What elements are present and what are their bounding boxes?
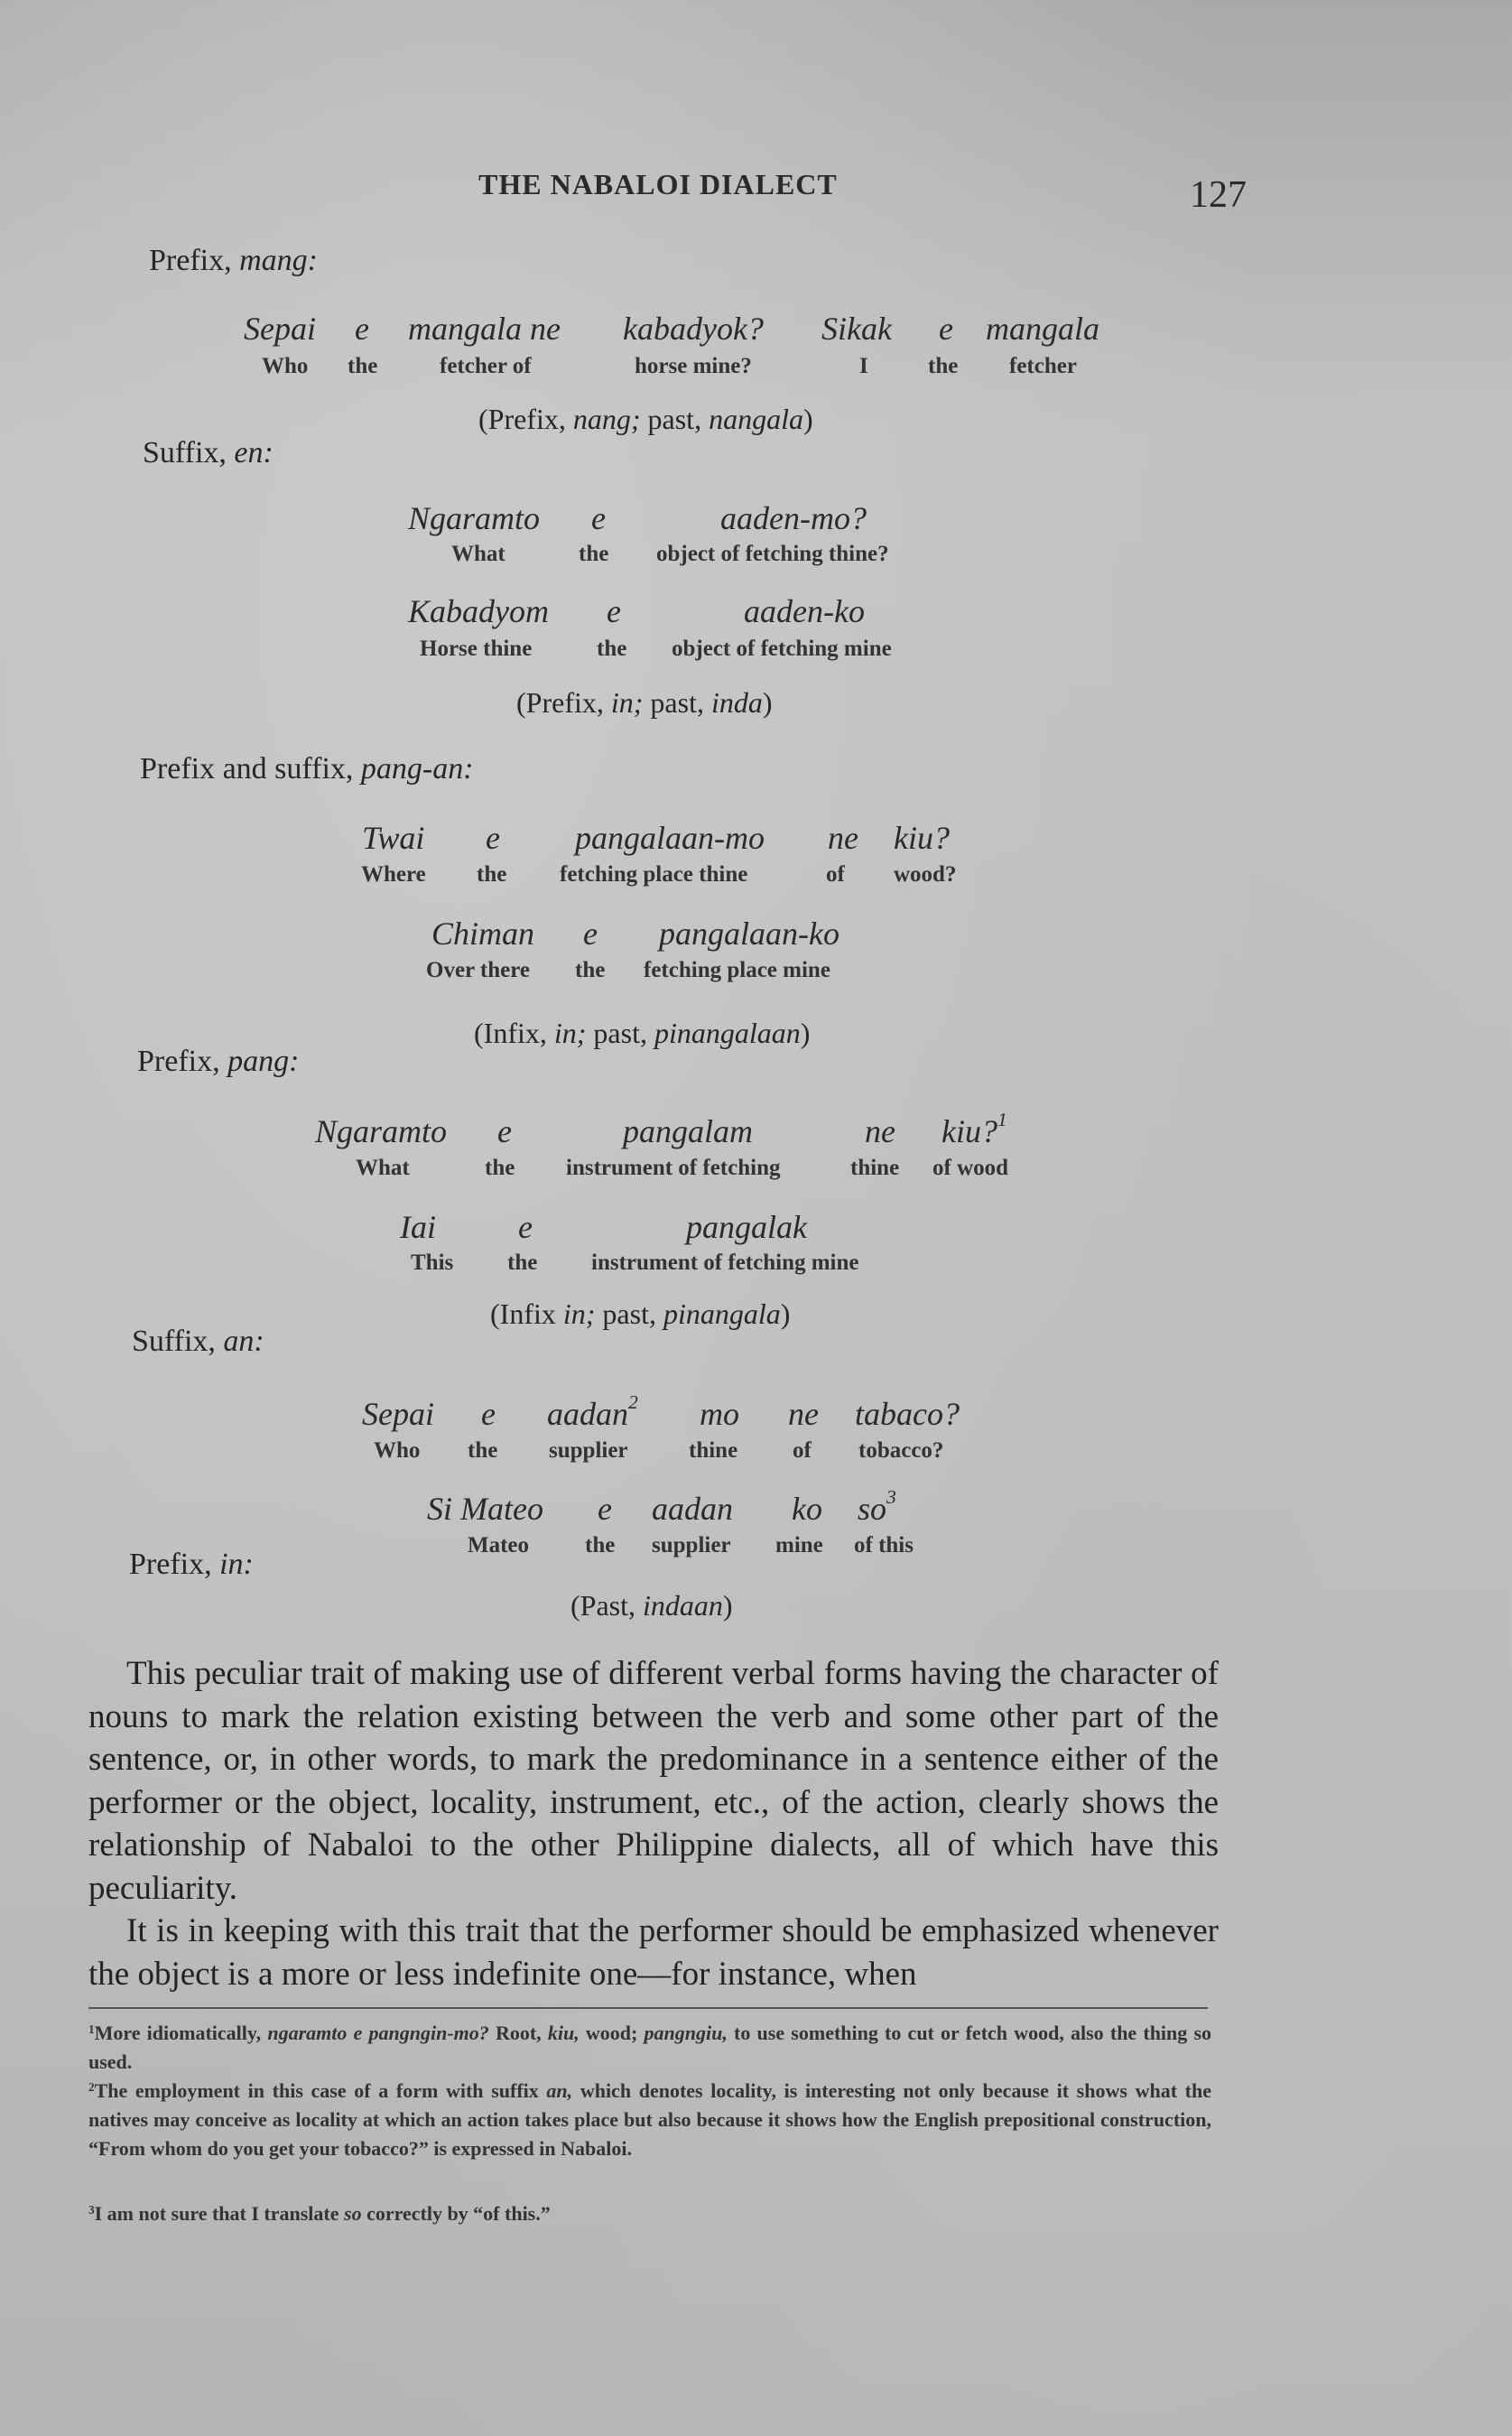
nabaloi-word: Iai — [400, 1209, 436, 1245]
nabaloi-word: Sikak — [821, 311, 892, 347]
nabaloi-word: aadan$^2$ — [547, 1391, 638, 1432]
parenthetical-note: (Prefix, in; past, inda) — [516, 686, 773, 719]
nabaloi-word: ne — [788, 1396, 819, 1432]
gloss-word: What — [451, 542, 506, 566]
gloss-word: the — [597, 637, 627, 661]
nabaloi-word: kabadyok? — [623, 311, 764, 347]
gloss-word: the — [585, 1533, 616, 1557]
nabaloi-word: e — [481, 1396, 496, 1432]
gloss-word: the — [477, 862, 507, 887]
section-label-prefix-suffix-pang-an: Prefix and suffix, pang-an: — [140, 752, 474, 786]
section-label-prefix-pang: Prefix, pang: — [137, 1045, 300, 1078]
gloss-word: I — [859, 354, 868, 378]
running-head: THE NABALOI DIALECT — [478, 168, 838, 200]
gloss-word: Who — [374, 1438, 421, 1463]
gloss-word: What — [356, 1156, 410, 1180]
nabaloi-word: pangalak — [686, 1209, 807, 1245]
footnote-rule — [88, 2007, 1208, 2009]
gloss-word: of wood — [932, 1156, 1009, 1180]
gloss-word: tobacco? — [858, 1438, 944, 1463]
nabaloi-word: pangalam — [623, 1113, 753, 1149]
gloss-word: object of fetching thine? — [656, 542, 889, 566]
nabaloi-word: pangalaan-ko — [659, 916, 839, 952]
gloss-word: of this — [854, 1533, 914, 1557]
gloss-word: the — [507, 1251, 538, 1275]
gloss-word: the — [579, 542, 609, 566]
paragraph: It is in keeping with this trait that the performer should be emphasized whenever the object is a more or less indefinite one—for instance, when — [88, 1912, 1219, 1993]
nabaloi-word: mangala — [986, 311, 1099, 347]
gloss-word: fetching place mine — [644, 958, 830, 982]
parenthetical-note: (Past, indaan) — [570, 1589, 733, 1622]
nabaloi-word: mangala ne — [408, 311, 561, 347]
parenthetical-note: (Infix in; past, pinangala) — [490, 1297, 791, 1330]
section-label-prefix-mang: Prefix, mang: — [149, 244, 318, 277]
footnote-3: $^3$I am not sure that I translate so correctly by “of this.” — [88, 2202, 551, 2225]
nabaloi-word: e — [355, 311, 369, 347]
nabaloi-word: e — [598, 1491, 612, 1527]
parenthetical-note: (Prefix, nang; past, nangala) — [478, 403, 813, 435]
section-label-suffix-en: Suffix, en: — [143, 436, 274, 470]
body-text — [88, 1652, 1219, 1995]
gloss-word: the — [928, 354, 959, 378]
footnote-ref: 3 — [886, 1486, 896, 1508]
gloss-word: supplier — [549, 1438, 628, 1463]
nabaloi-word: e — [607, 593, 621, 629]
gloss-word: wood? — [894, 862, 957, 887]
gloss-word: instrument of fetching — [566, 1156, 781, 1180]
footnote-1: $^1$More idiomatically, ngaramto e pangngin-mo? Root, kiu, wood; pangngiu, to use something to cut or fetch wood, also the thing so used. — [88, 2022, 1212, 2073]
footnote-ref: 1 — [997, 1109, 1007, 1130]
nabaloi-word: e — [486, 820, 500, 856]
gloss-word: This — [411, 1251, 454, 1275]
nabaloi-word: e — [497, 1113, 512, 1149]
gloss-word: Who — [262, 354, 309, 378]
gloss-word: of — [793, 1438, 812, 1463]
gloss-word: fetcher of — [440, 354, 532, 378]
nabaloi-word: aaden-ko — [744, 593, 865, 629]
parenthetical-note: (Infix, in; past, pinangalaan) — [474, 1017, 811, 1049]
gloss-word: fetcher — [1009, 354, 1077, 378]
nabaloi-word: Si Mateo — [427, 1491, 543, 1527]
gloss-word: of — [826, 862, 845, 887]
footnote-2: $^2$The employment in this case of a form with suffix an, which denotes locality, is interesting not only because it shows what the natives may conceive as locality at which an action takes place but also because it shows how the English prepositional construction, “From whom do you get your tobacco?” is expressed in Nabaloi. — [88, 2079, 1211, 2160]
nabaloi-word: Chiman — [431, 916, 535, 952]
gloss-word: horse mine? — [635, 354, 752, 378]
nabaloi-word: pangalaan-mo — [575, 820, 765, 856]
gloss-word: Mateo — [468, 1533, 530, 1557]
section-label-prefix-in: Prefix, in: — [129, 1548, 254, 1581]
gloss-word: object of fetching mine — [672, 637, 892, 661]
gloss-word: mine — [775, 1533, 823, 1557]
page-number: 127 — [1190, 174, 1247, 216]
nabaloi-word: Twai — [362, 820, 425, 856]
gloss-word: Where — [361, 862, 426, 887]
gloss-word: fetching place thine — [560, 862, 748, 887]
nabaloi-word: Kabadyom — [408, 593, 549, 629]
nabaloi-word: Sepai — [244, 311, 316, 347]
gloss-word: instrument of fetching mine — [591, 1251, 859, 1275]
nabaloi-word: e — [939, 311, 953, 347]
gloss-word: thine — [850, 1156, 900, 1180]
gloss-word: Horse thine — [420, 637, 533, 661]
nabaloi-word: kiu?$^1$ — [942, 1109, 1007, 1149]
gloss-word: the — [575, 958, 606, 982]
section-label-suffix-an: Suffix, an: — [132, 1325, 264, 1358]
nabaloi-word: $so^3$ — [858, 1486, 896, 1527]
nabaloi-word: ne — [865, 1113, 895, 1149]
nabaloi-word: mo — [700, 1396, 739, 1432]
nabaloi-word: tabaco? — [855, 1396, 960, 1432]
paragraph: This peculiar trait of making use of different verbal forms having the character of nouns to mark the relation existing between the verb and some other part of the sentence, or, in other words, to mark the predominance in a sentence either of the performer or the object, locality, instrument, etc., of the action, clearly shows the relationship of Nabaloi to the other Philippine dialects, all of which have this peculiarity. — [88, 1655, 1219, 1907]
nabaloi-word: kiu? — [894, 820, 950, 856]
nabaloi-word: aaden-mo? — [720, 500, 867, 536]
gloss-word: supplier — [652, 1533, 731, 1557]
gloss-word: the — [348, 354, 378, 378]
nabaloi-word: ko — [792, 1491, 822, 1527]
nabaloi-word: Sepai — [362, 1396, 434, 1432]
gloss-word: the — [468, 1438, 498, 1463]
nabaloi-word: Ngaramto — [408, 500, 541, 536]
gloss-word: Over there — [426, 958, 531, 982]
nabaloi-word: e — [591, 500, 606, 536]
nabaloi-word: aadan — [652, 1491, 733, 1527]
nabaloi-word: Ngaramto — [315, 1113, 448, 1149]
nabaloi-word: e — [518, 1209, 533, 1245]
gloss-word: the — [485, 1156, 515, 1180]
footnote-ref: 2 — [628, 1391, 638, 1413]
nabaloi-word: ne — [828, 820, 858, 856]
gloss-word: thine — [689, 1438, 738, 1463]
nabaloi-word: e — [583, 916, 598, 952]
